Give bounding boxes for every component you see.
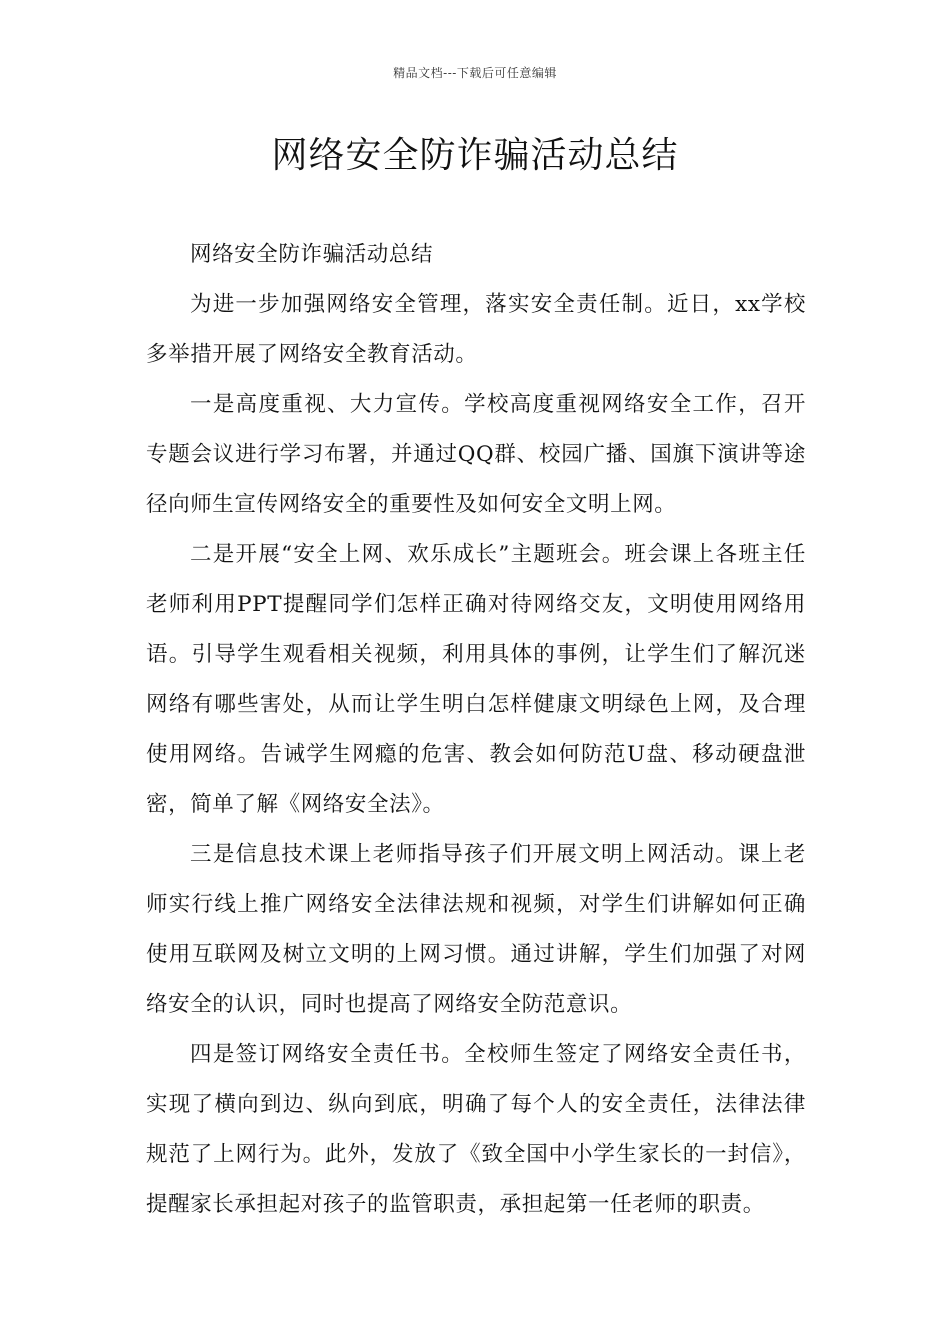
paragraph-three: 三是信息技术课上老师指导孩子们开展文明上网活动。课上老师实行线上推广网络安全法律法规和视频，对学生们讲解如何正确使用互联网及树立文明的上网习惯。通过讲解，学生们加强了对网络安全的认识，同时也提高了网络安全防范意识。 xyxy=(146,842,806,1017)
paragraph-one: 一是高度重视、大力宣传。学校高度重视网络安全工作，召开专题会议进行学习布署，并通过QQ群、校园广播、国旗下演讲等途径向师生宣传网络安全的重要性及如何安全文明上网。 xyxy=(146,392,806,517)
body-subtitle: 网络安全防诈骗活动总结 xyxy=(190,242,434,267)
paragraph-four: 四是签订网络安全责任书。全校师生签定了网络安全责任书，实现了横向到边、纵向到底，明确了每个人的安全责任，法律法律规范了上网行为。此外，发放了《致全国中小学生家长的一封信》，提醒家长承担起对孩子的监管职责，承担起第一任老师的职责。 xyxy=(146,1042,806,1217)
document-title: 网络安全防诈骗活动总结 xyxy=(271,135,679,176)
document-body xyxy=(146,230,806,1230)
paragraph-two: 二是开展“安全上网、欢乐成长”主题班会。班会课上各班主任老师利用PPT提醒同学们怎样正确对待网络交友，文明使用网络用语。引导学生观看相关视频，利用具体的事例，让学生们了解沉迷网络有哪些害处，从而让学生明白怎样健康文明绿色上网，及合理使用网络。告诫学生网瘾的危害、教会如何防范U盘、移动硬盘泄密，简单了解《网络安全法》。 xyxy=(146,542,806,817)
paragraph-intro: 为进一步加强网络安全管理，落实安全责任制。近日，xx学校多举措开展了网络安全教育活动。 xyxy=(146,292,806,367)
header-note: 精品文档---下载后可任意编辑 xyxy=(393,66,557,80)
